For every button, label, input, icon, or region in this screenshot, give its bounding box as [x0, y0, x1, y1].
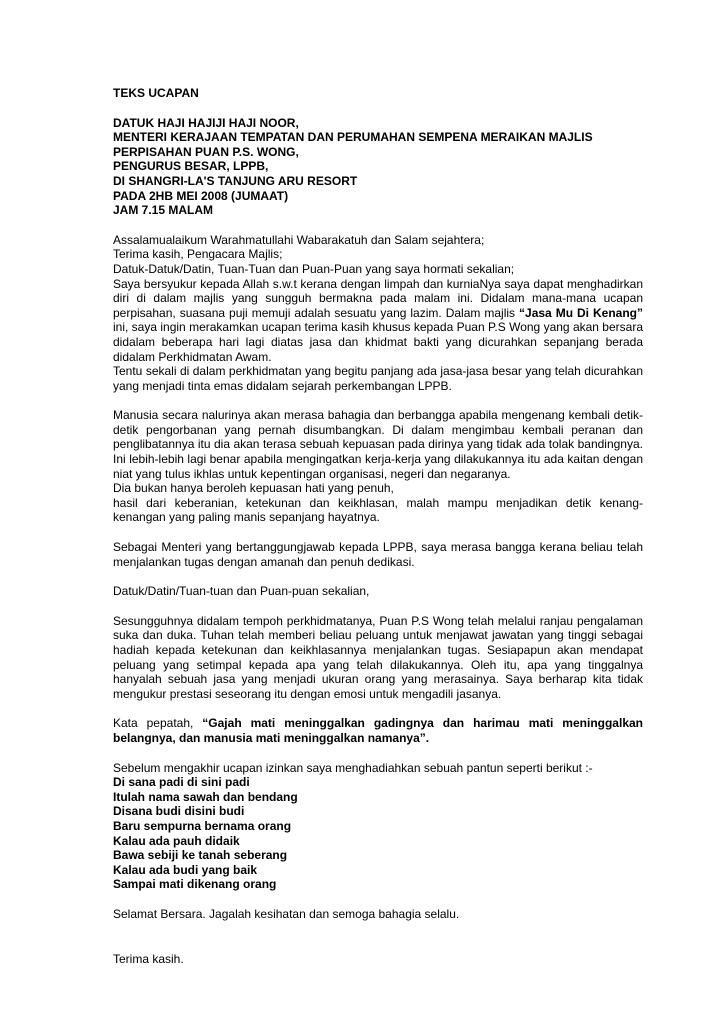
- paragraph-6: Sebagai Menteri yang bertanggungjawab kepada LPPB, saya merasa bangga kerana beliau telah menjalankan tugas dengan amanah dan penuh dedikasi.: [113, 540, 643, 569]
- pantun-line: Bawa sebiji ke tanah seberang: [113, 848, 288, 863]
- header-line: PADA 2HB MEI 2008 (JUMAAT): [113, 188, 289, 203]
- paragraph-1: [113, 277, 643, 365]
- paragraph-9: [113, 716, 643, 745]
- pantun-line: Kalau ada pauh didaik: [113, 833, 240, 848]
- paragraph-text: Kata pepatah,: [113, 716, 203, 731]
- quote-jasa-mu: “Jasa Mu Di Kenang”: [519, 305, 644, 320]
- speech-header: [113, 116, 643, 218]
- pantun-line: Di sana padi di sini padi: [113, 775, 250, 790]
- paragraph-text: Saya bersyukur kepada Allah s.w.t kerana dengan limpah dan kurniaNya saya dapat menghadirkan diri di dalam majlis yang sungguh bermakna pada malam ini. Didalam mana-mana ucapan perpisahan, suasana puji memuji adalah sesuatu yang lazim. Dalam majlis: [113, 276, 643, 320]
- quote-pepatah: “Gajah mati meninggalkan gadingnya dan harimau mati meninggalkan belangnya, dan manusia mati meninggalkan namanya”.: [113, 716, 643, 745]
- header-line: DI SHANGRI-LA'S TANJUNG ARU RESORT: [113, 173, 358, 188]
- document-page: [113, 86, 643, 966]
- pantun-line: Sampai mati dikenang orang: [113, 877, 277, 892]
- pantun-line: Itulah nama sawah dan bendang: [113, 789, 298, 804]
- paragraph-4: Dia bukan hanya beroleh kepuasan hati yang penuh,: [113, 481, 394, 496]
- thanks-line: Terima kasih.: [113, 951, 184, 966]
- pantun-line: Disana budi disini budi: [113, 804, 245, 819]
- greeting-line: Datuk-Datuk/Datin, Tuan-Tuan dan Puan-Puan yang saya hormati sekalian;: [113, 261, 515, 276]
- header-line: PERPISAHAN PUAN P.S. WONG,: [113, 144, 299, 159]
- document-title: TEKS UCAPAN: [113, 86, 199, 100]
- pantun: [113, 775, 643, 892]
- greetings: [113, 233, 643, 277]
- closing-line: Selamat Bersara. Jagalah kesihatan dan semoga bahagia selalu.: [113, 906, 460, 921]
- pantun-line: Kalau ada budi yang baik: [113, 862, 258, 877]
- paragraph-2: Tentu sekali di dalam perkhidmatan yang begitu panjang ada jasa-jasa besar yang telah dicurahkan yang menjadi tinta emas didalam sejarah perkembangan LPPB.: [113, 364, 643, 393]
- paragraph-8: Sesungguhnya didalam tempoh perkhidmatanya, Puan P.S Wong telah melalui ranjau pengalaman suka dan duka. Tuhan telah memberi beliau peluang untuk menjawat jawatan yang tinggi sebagai hadiah kepada ketekunan dan keikhlasannya menjalankan tugas. Sesiapapun akan mendapat peluang yang setimpal kepada apa yang telah dilakukannya. Oleh itu, apa yang tinggalnya hanyalah sebuah jasa yang menjadi ukuran orang yang merasainya. Saya berharap kita tidak mengukur prestasi seseorang itu dengan emosi untuk mengadili jasanya.: [113, 613, 643, 701]
- paragraph-text: ini, saya ingin merakamkan ucapan terima kasih khusus kepada Puan P.S Wong yang akan bersara didalam beberapa hari lagi diatas jasa dan khidmat bakti yang dicurahkan sepanjang berada didalam Perkhidmatan Awam.: [113, 320, 643, 364]
- header-line: JAM 7.15 MALAM: [113, 203, 214, 218]
- paragraph-3: Manusia secara nalurinya akan merasa bahagia dan berbangga apabila mengenang kembali detik-detik pengorbanan yang pernah disumbangkan. Di dalam mengimbau kembali peranan dan penglibatannya itu dia akan terasa sebuah kepuasan pada dirinya yang tidak ada tolak bandingnya. Ini lebih-lebih lagi benar apabila mengingatkan kerja-kerja yang dilakukannya itu ada kaitan dengan niat yang tulus ikhlas untuk kepentingan organisasi, negeri dan negaranya.: [113, 408, 643, 481]
- paragraph-10: Sebelum mengakhir ucapan izinkan saya menghadiahkan sebuah pantun seperti berikut :-: [113, 760, 593, 775]
- paragraph-7: Datuk/Datin/Tuan-tuan dan Puan-puan sekalian,: [113, 584, 370, 599]
- header-line: PENGURUS BESAR, LPPB,: [113, 159, 269, 174]
- header-line: DATUK HAJI HAJIJI HAJI NOOR,: [113, 115, 299, 130]
- greeting-line: Terima kasih, Pengacara Majlis;: [113, 247, 283, 262]
- header-line: MENTERI KERAJAAN TEMPATAN DAN PERUMAHAN SEMPENA MERAIKAN MAJLIS: [113, 130, 593, 145]
- pantun-line: Baru sempurna bernama orang: [113, 818, 292, 833]
- paragraph-5: hasil dari keberanian, ketekunan dan keikhlasan, malah mampu menjadikan detik kenang-kenangan yang paling manis sepanjang hayatnya.: [113, 495, 643, 525]
- greeting-line: Assalamualaikum Warahmatullahi Wabarakatuh dan Salam sejahtera;: [113, 232, 485, 247]
